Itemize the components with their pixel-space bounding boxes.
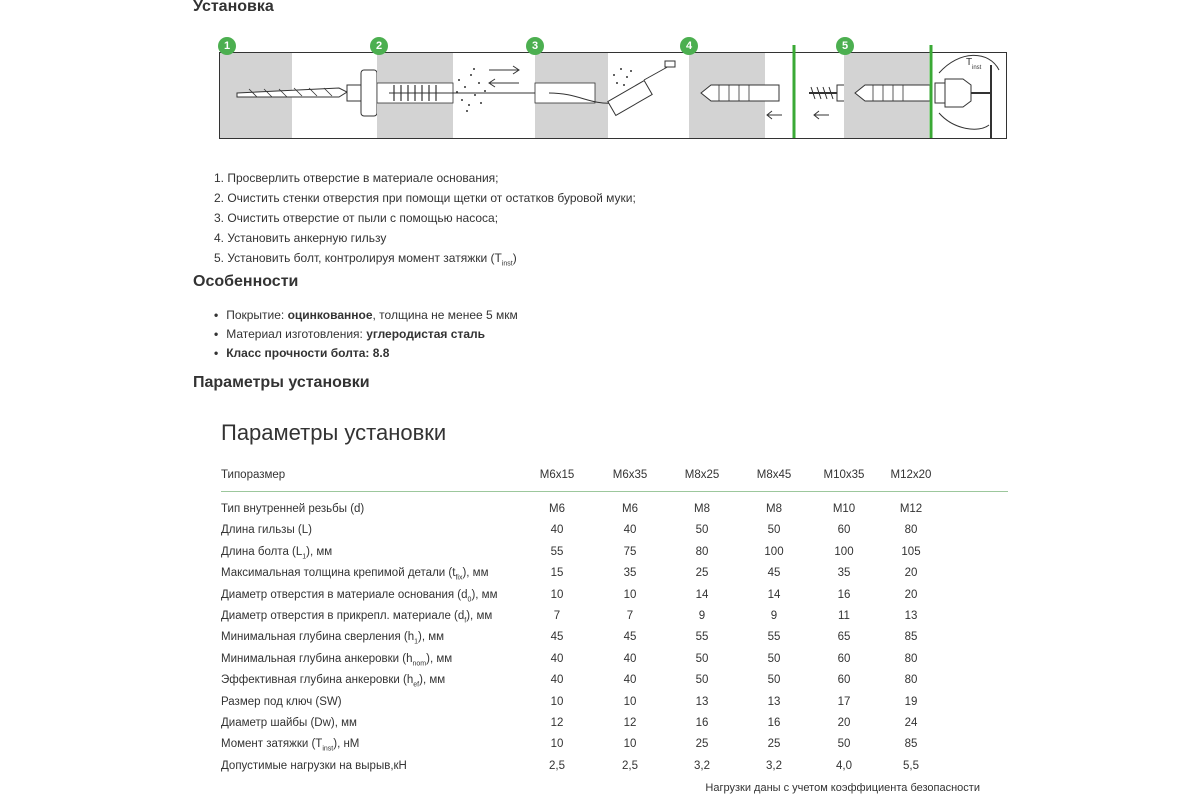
table-column-header: M8x25 [684, 469, 720, 481]
table-cell: 5,5 [903, 759, 919, 772]
section-heading-install: Установка [193, 0, 274, 15]
table-cell: 13 [695, 695, 709, 708]
table-cell: M10 [832, 503, 856, 515]
table-row-label: Диаметр шайбы (Dw), мм [221, 716, 357, 729]
table-cell: M8 [766, 503, 782, 515]
table-cell: 14 [767, 588, 781, 601]
step-badge-1: 1 [218, 37, 236, 55]
table-column-header: M6x35 [612, 469, 648, 481]
table-cell: 60 [837, 674, 851, 687]
table-row-label: Диаметр отверстия в материале основания $(d_0)$, мм [221, 588, 498, 603]
table-cell: 10 [550, 738, 564, 751]
table-cell: 3,2 [766, 759, 782, 772]
step-badge-5: 5 [836, 37, 854, 55]
table-row [221, 757, 1008, 778]
table-cell: 85 [904, 631, 918, 644]
table-cell: 15 [550, 567, 564, 580]
table-cell: 80 [904, 674, 918, 687]
table-cell: 60 [837, 524, 851, 537]
table-cell: 10 [623, 695, 637, 708]
table-cell: 10 [623, 588, 637, 601]
table-note: Нагрузки даны с учетом коэффициента безопасности [705, 782, 980, 794]
table-row-label: Допустимые нагрузки на вырыв,кН [221, 759, 407, 772]
table-row-label: Минимальная глубина анкеровки $(h_{nom})$, мм [221, 652, 453, 668]
table-cell: 4,0 [836, 759, 852, 772]
feature-strength: • Класс прочности болта: 8.8 [214, 344, 518, 363]
step-item-1: 1. Просверлить отверстие в материале основания; [214, 171, 499, 185]
torque-label-sub: inst [972, 65, 982, 71]
table-cell: 25 [767, 738, 781, 751]
table-column-header: M12x20 [890, 469, 932, 481]
table-title: Параметры установки [221, 420, 447, 445]
table-cell: 10 [623, 738, 637, 751]
table-cell: 13 [904, 609, 918, 622]
table-cell: 25 [695, 738, 709, 751]
installation-diagram-svg [219, 45, 1007, 141]
table-cell: 12 [623, 716, 637, 729]
installation-steps [214, 168, 636, 274]
table-cell: 2,5 [549, 759, 565, 772]
step-item-3: 3. Очистить отверстие от пыли с помощью насоса; [214, 211, 499, 225]
table-cell: 10 [550, 588, 564, 601]
table-cell: 40 [623, 652, 637, 665]
table-row [221, 628, 1008, 649]
table-cell: 80 [904, 524, 918, 537]
table-cell: 105 [901, 545, 921, 558]
step-badge-3: 3 [526, 37, 544, 55]
table-cell: 13 [767, 695, 781, 708]
table-cell: 50 [695, 524, 709, 537]
table-row [221, 693, 1008, 714]
table-cell: 12 [550, 716, 564, 729]
table-column-header: M8x45 [756, 469, 792, 481]
table-cell: M12 [899, 503, 923, 515]
step-badge-2: 2 [370, 37, 388, 55]
table-cell: 60 [837, 652, 851, 665]
table-cell: 40 [550, 652, 564, 665]
table-cell: 9 [770, 609, 778, 622]
table-row-label: Минимальная глубина сверления $(h_1)$, мм [221, 631, 445, 646]
table-cell: 16 [837, 588, 851, 601]
table-cell: 7 [626, 609, 634, 622]
table-cell: 80 [904, 652, 918, 665]
table-cell: 50 [767, 674, 781, 687]
feature-coating: • Покрытие: оцинкованное, толщина не менее 5 мкм [214, 306, 518, 325]
table-column-header: M10x35 [823, 469, 865, 481]
table-row [221, 521, 1008, 542]
table-cell: M8 [694, 503, 710, 515]
table-column-header: M6x15 [539, 469, 575, 481]
table-row-label: Длина болта $(L_1)$, мм [221, 545, 333, 561]
table-cell: 9 [698, 609, 706, 622]
table-cell: 40 [623, 674, 637, 687]
table-cell: 45 [767, 567, 781, 580]
table-row [221, 564, 1008, 585]
table-row-label: Размер под ключ (SW) [221, 695, 342, 708]
table-row [221, 500, 1008, 521]
installation-diagram [219, 40, 1007, 141]
table-cell: 24 [904, 716, 918, 729]
table-cell: 100 [764, 545, 784, 558]
table-row [221, 586, 1008, 607]
table-cell: 20 [837, 716, 851, 729]
table-row [221, 735, 1008, 756]
table-cell: 10 [550, 695, 564, 708]
step-item-4: 4. Установить анкерную гильзу [214, 231, 387, 245]
step-item-2: 2. Очистить стенки отверстия при помощи щетки от остатков буровой муки; [214, 191, 636, 205]
table-cell: 2,5 [622, 759, 638, 772]
table-cell: 7 [553, 609, 561, 622]
table-row-label: Тип внутренней резьбы (d) [221, 503, 365, 515]
table-cell: 25 [695, 567, 709, 580]
section-heading-params: Параметры установки [193, 374, 370, 391]
feature-material: • Материал изготовления: углеродистая сталь [214, 325, 518, 344]
table-cell: 55 [695, 631, 709, 644]
table-header-label: Типоразмер [221, 469, 286, 481]
step-badge-4: 4 [680, 37, 698, 55]
table-cell: 40 [550, 524, 564, 537]
table-cell: 65 [837, 631, 851, 644]
table-cell: 50 [767, 652, 781, 665]
table-cell: 50 [767, 524, 781, 537]
table-cell: 45 [623, 631, 637, 644]
installed-anchor-icon [855, 85, 931, 101]
table-cell: 50 [837, 738, 851, 751]
table-cell: 50 [695, 674, 709, 687]
parameters-table [221, 458, 1008, 778]
section-heading-features: Особенности [193, 273, 299, 290]
table-cell: 75 [623, 545, 637, 558]
table-cell: 50 [695, 652, 709, 665]
table-cell: 100 [834, 545, 854, 558]
torque-label: T [966, 57, 973, 68]
table-cell: M6 [622, 503, 638, 515]
table-cell: 11 [838, 609, 850, 622]
table-cell: 40 [623, 524, 637, 537]
table-body [221, 500, 1008, 778]
table-row-label: Эффективная глубина анкеровки $(h_{ef})$, мм [221, 674, 446, 689]
table-row [221, 607, 1008, 628]
table-row [221, 650, 1008, 671]
table-cell: 14 [695, 588, 709, 601]
table-row-label: Максимальная толщина крепимой детали $(t_{fix})$, мм [221, 567, 489, 582]
table-cell: 16 [767, 716, 781, 729]
table-cell: 35 [837, 567, 851, 580]
table-cell: 80 [695, 545, 709, 558]
table-row-label: Диаметр отверстия в прикрепл. материале $(d_f)$, мм [221, 609, 493, 625]
table-cell: 45 [550, 631, 564, 644]
table-row-label: Длина гильзы (L) [221, 524, 312, 537]
table-cell: 55 [767, 631, 781, 644]
features-list [214, 306, 518, 363]
table-cell: 16 [695, 716, 709, 729]
table-cell: 19 [904, 695, 918, 708]
table-row [221, 671, 1008, 692]
table-header-row [221, 458, 1008, 492]
table-cell: 40 [550, 674, 564, 687]
table-row [221, 543, 1008, 564]
table-cell: 20 [904, 567, 918, 580]
table-cell: 17 [837, 695, 851, 708]
table-cell: M6 [549, 503, 565, 515]
table-cell: 85 [904, 738, 918, 751]
table-cell: 20 [904, 588, 918, 601]
table-row [221, 714, 1008, 735]
table-cell: 3,2 [694, 759, 710, 772]
table-cell: 55 [550, 545, 564, 558]
anchor-sleeve-icon [701, 85, 779, 101]
step-item-5: 5. Установить болт, контролируя момент затяжки $(T_{inst})$ [214, 251, 517, 268]
table-cell: 35 [623, 567, 637, 580]
table-row-label: Момент затяжки $(T_{inst})$, нМ [221, 738, 360, 753]
